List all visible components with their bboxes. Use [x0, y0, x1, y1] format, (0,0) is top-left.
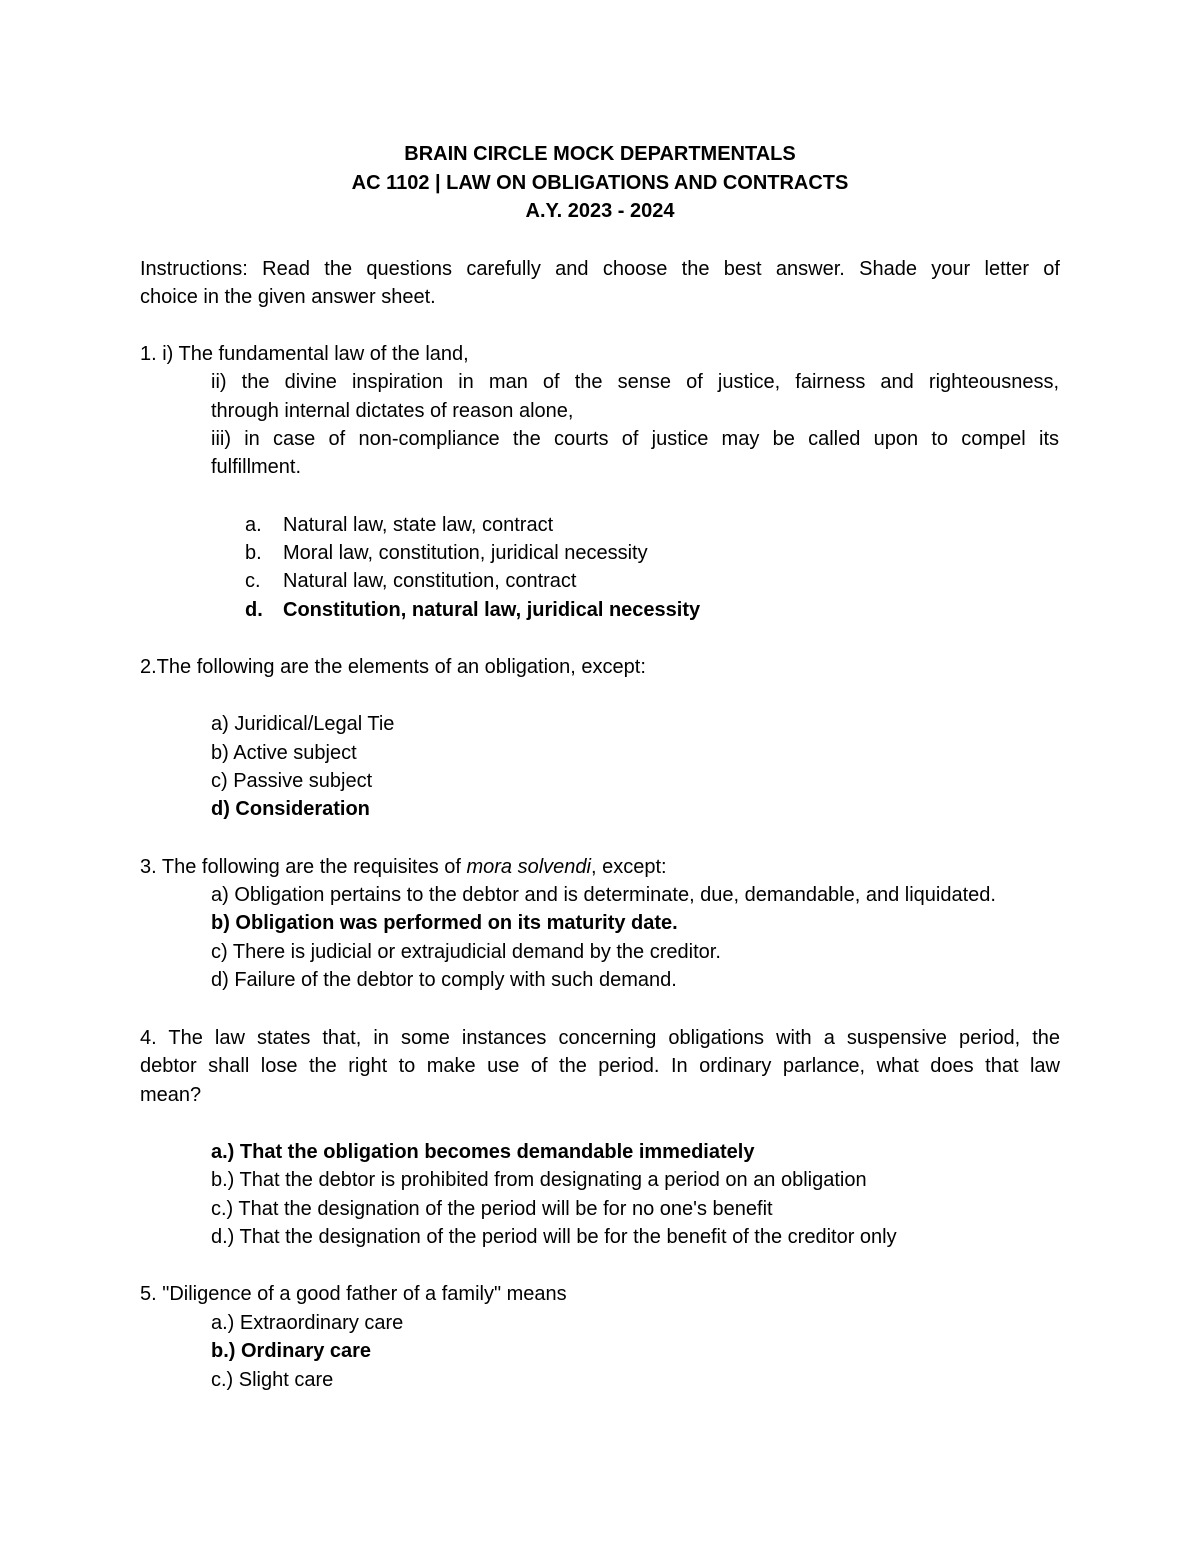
choice-label: b.	[245, 542, 262, 564]
choice-text: Moral law, constitution, juridical necessity	[283, 542, 648, 564]
q3-choice-c: c) There is judicial or extrajudicial demand by the creditor.	[211, 941, 721, 963]
q5-choice-b-answer: b.) Ordinary care	[211, 1340, 372, 1362]
q2-choice-d-answer: d) Consideration	[211, 798, 370, 820]
q4-choice-d: d.) That the designation of the period will be for the benefit of the creditor only	[211, 1226, 897, 1248]
q2-choice-a: a) Juridical/Legal Tie	[211, 713, 395, 735]
q5-stem: 5. "Diligence of a good father of a family" means	[140, 1283, 567, 1305]
choice-label: a.	[245, 514, 262, 536]
q2-stem: 2.The following are the elements of an obligation, except:	[140, 656, 646, 678]
q4-stem-line-3: mean?	[140, 1084, 202, 1106]
q4-stem-line-2: debtor shall lose the right to make use of the period. In ordinary parlance, what does that law	[140, 1055, 1060, 1077]
instructions-line-2: choice in the given answer sheet.	[140, 286, 436, 308]
choice-text: Constitution, natural law, juridical necessity	[283, 599, 701, 621]
q3-stem-term: mora solvendi	[466, 856, 591, 878]
q4-choice-c: c.) That the designation of the period will be for no one's benefit	[211, 1198, 773, 1220]
instructions-line-1: Instructions: Read the questions carefully and choose the best answer. Shade your letter of	[140, 258, 1060, 280]
academic-year: A.Y. 2023 - 2024	[525, 200, 675, 222]
q4-choice-a-answer: a.) That the obligation becomes demandable immediately	[211, 1141, 755, 1163]
q3-stem-text: 3. The following are the requisites of	[140, 856, 467, 878]
choice-text: Natural law, constitution, contract	[283, 570, 577, 592]
choice-label: d.	[245, 599, 263, 621]
q3-choice-a: a) Obligation pertains to the debtor and is determinate, due, demandable, and liquidated.	[211, 884, 996, 906]
course-title: AC 1102 | LAW ON OBLIGATIONS AND CONTRACTS	[351, 172, 849, 194]
q1-stem-line: through internal dictates of reason alone,	[211, 400, 574, 422]
q1-stem-line: ii) the divine inspiration in man of the sense of justice, fairness and righteousness,	[211, 371, 1059, 393]
q1-stem-line: fulfillment.	[211, 456, 302, 478]
q5-choice-c: c.) Slight care	[211, 1369, 334, 1391]
exam-title: BRAIN CIRCLE MOCK DEPARTMENTALS	[404, 143, 796, 165]
q4-choice-b: b.) That the debtor is prohibited from designating a period on an obligation	[211, 1169, 867, 1191]
choice-text: Natural law, state law, contract	[283, 514, 554, 536]
q2-choice-b: b) Active subject	[211, 742, 357, 764]
q3-stem-tail: , except:	[591, 856, 667, 878]
choice-label: c.	[245, 570, 261, 592]
q5-choice-a: a.) Extraordinary care	[211, 1312, 404, 1334]
q3-choice-b-answer: b) Obligation was performed on its maturity date.	[211, 912, 678, 934]
q2-choice-c: c) Passive subject	[211, 770, 373, 792]
q3-choice-d: d) Failure of the debtor to comply with such demand.	[211, 969, 677, 991]
q3-stem	[140, 853, 1060, 881]
q4-stem-line-1: 4. The law states that, in some instances concerning obligations with a suspensive period, the	[140, 1027, 1060, 1049]
q1-stem-line: iii) in case of non-compliance the courts of justice may be called upon to compel its	[211, 428, 1059, 450]
q1-stem: 1. i) The fundamental law of the land,	[140, 343, 469, 365]
